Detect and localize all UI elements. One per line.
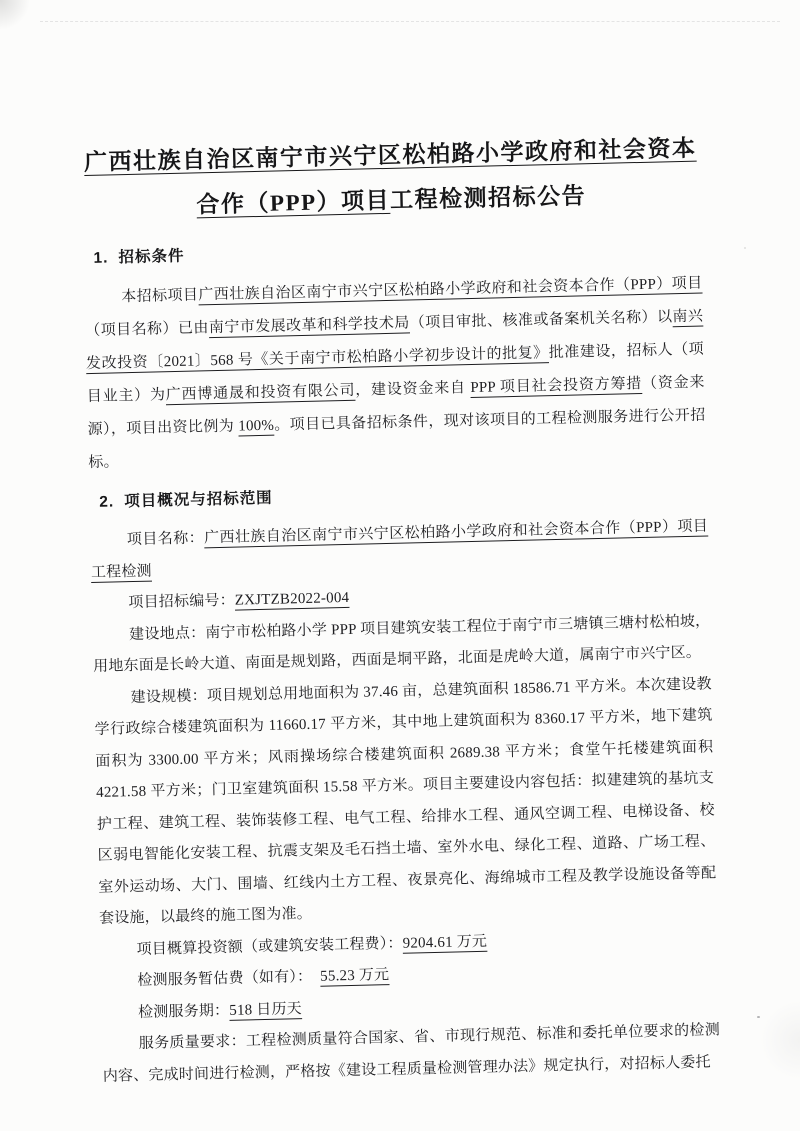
- scan-speck: [744, 247, 746, 249]
- approval-authority-run: 南宁市发展改革和科学技术局: [208, 315, 410, 337]
- service-period-label: 检测服务期：: [137, 1002, 230, 1021]
- section2-label: 项目概况与招标范围: [124, 489, 273, 511]
- tender-code-value: ZXJTZB2022-004: [234, 589, 350, 609]
- project-name-label: 项目名称：: [126, 530, 205, 549]
- tenderee-run: 广西博通晟和投资有限公司: [165, 382, 356, 404]
- project-name-run: 广西壮族自治区南宁市兴宁区松柏路小学政府和社会资本合作（PPP）项目: [198, 275, 703, 304]
- text-run: 本招标项目: [121, 287, 199, 306]
- document-content: [81, 126, 721, 1093]
- section1-heading: [93, 232, 701, 272]
- title-line-2-underlined: 合作（PPP）项目: [196, 187, 391, 218]
- service-period-value: 518 日历天: [229, 1000, 303, 1019]
- text-run: （项目审批、核准或备案机关名称）以: [409, 309, 673, 332]
- construction-scale-paragraph: 建设规模：项目规划总用地面积为 37.46 亩，总建筑面积 18586.71 平方米。本次建设教学行政综合楼建筑面积为 11660.17 平方米，其中地上建筑面积为 8360.17 平方米，地下建筑面积为 3300.00 平方米；风雨操场综合楼建筑面积 2689.38 平方米；食堂午托楼建筑面积 4221.58 平方米；门卫室建筑面积 15.58 平方米。项目主要建设内容包括：拟建建筑的基坑支护工程、建筑工程、装饰装修工程、电气工程、给排水工程、通风空调工程、电梯设备、校区弱电智能化安装工程、抗震支架及毛石挡土墙、室外水电、绿化工程、道路、广场工程、室外运动场、大门、围墙、红线内土方工程、夜景亮化、海绵城市工程及教学设施设备等配套设施，以最终的施工图为准。: [94, 675, 717, 927]
- project-name-value: 广西壮族自治区南宁市兴宁区松柏路小学政府和社会资本合作（PPP）项目工程检测: [90, 518, 709, 581]
- quality-requirement-paragraph: 服务质量要求：工程检测质量符合国家、省、市现行规范、标准和委托单位要求的检测内容、完成时间进行检测，严格按《建设工程质量检测管理办法》规定执行，对招标人委托: [102, 1022, 721, 1085]
- construction-location-paragraph: 建设地点：南宁市松柏路小学 PPP 项目建筑安装工程位于南宁市三塘镇三塘村松柏坡，用地东面是长岭大道、南面是规划路，西面是垌平路，北面是虎岭大道，属南宁市兴宁区。: [93, 612, 711, 675]
- scan-artifact-line: [40, 21, 780, 22]
- tender-code-label: 项目招标编号：: [128, 592, 236, 612]
- approval-document-run: 南兴发改投资〔2021〕568 号《关于南宁市松柏路小学初步设计的批复》: [85, 308, 704, 373]
- section2-number: 2.: [99, 493, 115, 511]
- investment-label: 项目概算投资额（或建筑安装工程费）：: [136, 935, 403, 958]
- text-run: ，建设资金来自: [355, 380, 471, 399]
- tender-conditions-paragraph: [84, 268, 706, 481]
- section2-items: [90, 511, 721, 1092]
- section2-heading: [99, 475, 707, 515]
- text-run: 批准建设，招标人（项目业主）为: [86, 341, 705, 406]
- document-title: [81, 126, 701, 231]
- text-run: 。项目已具备招标条件，现对该项目的工程检测服务进行公开招标。: [88, 407, 706, 472]
- scan-speck: [757, 1016, 760, 1018]
- funding-source-run: PPP 项目社会投资方筹措: [470, 375, 643, 397]
- text-run: （项目名称）已由: [85, 320, 210, 340]
- investment-value: 9204.61 万元: [402, 933, 488, 952]
- text-run: （资金来源），项目出资比例为: [87, 374, 705, 439]
- section1-label: 招标条件: [118, 247, 185, 267]
- funding-ratio-run: 100%: [238, 417, 275, 435]
- fee-value: 55.23 万元: [320, 967, 390, 985]
- title-line-2-rest: 工程检测招标公告: [389, 183, 587, 213]
- fee-label: 检测服务暂估费（如有）：: [137, 968, 313, 990]
- title-line-1-text: 广西壮族自治区南宁市兴宁区松柏路小学政府和社会资本: [83, 135, 697, 176]
- section1-number: 1.: [93, 249, 109, 267]
